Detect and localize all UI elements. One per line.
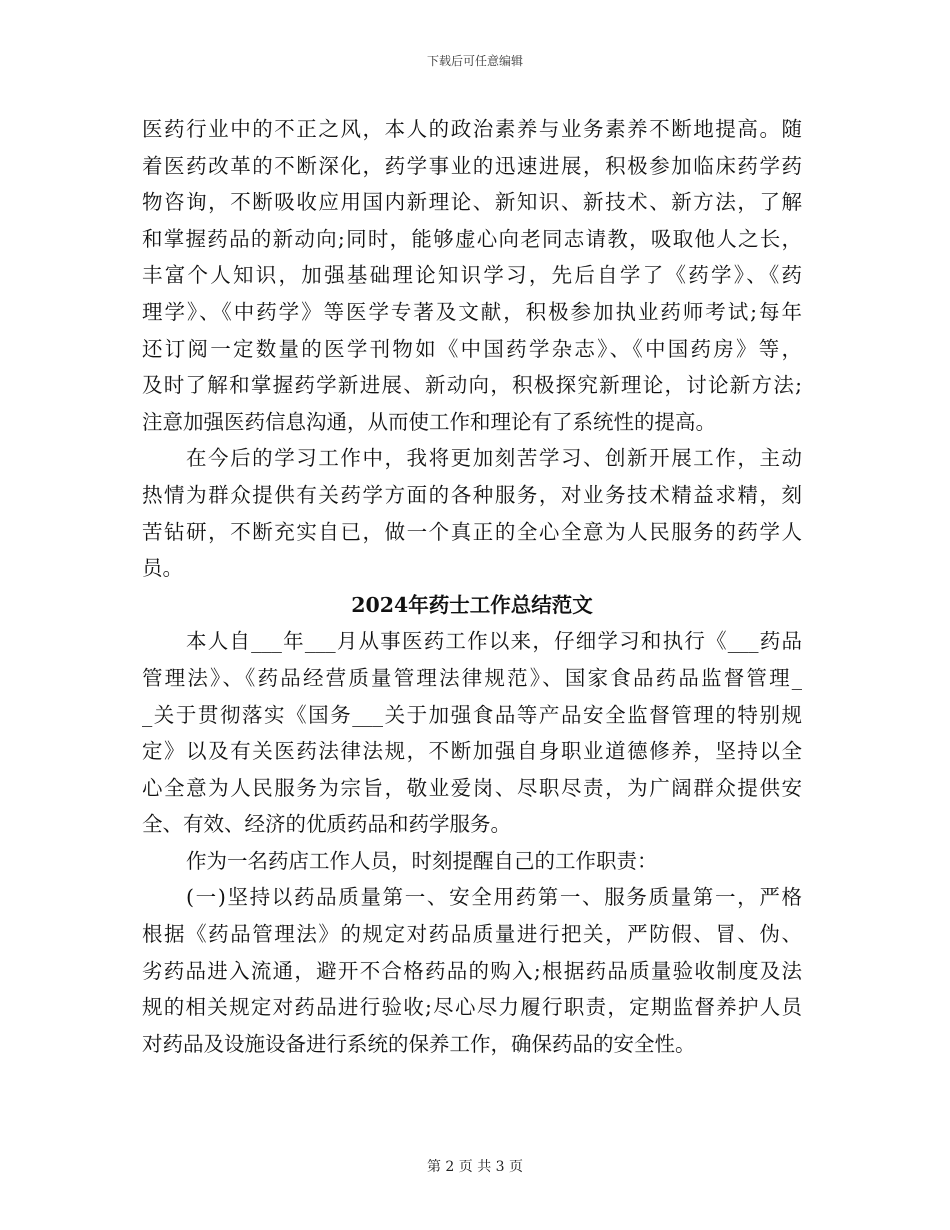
text-line: 全、有效、经济的优质药品和药学服务。 [142,812,511,837]
text-line: 和掌握药品的新动向;同时，能够虚心向老同志请教，吸取他人之长， [142,226,802,251]
text-line: 管理法》、《药品经营质量管理法律规范》、国家食品药品监督管理_ [142,665,802,690]
text-line: 定》以及有关医药法律法规，不断加强自身职业道德修养，坚持以全 [142,739,802,764]
paragraph-1 [142,111,802,440]
text-line: 医药行业中的不正之风，本人的政治素养与业务素养不断地提高。随 [142,117,802,141]
text-line: 在今后的学习工作中，我将更加刻苦学习、创新开展工作，主动 [186,446,802,471]
text-line: 员。 [142,556,183,581]
text-line: (一)坚持以药品质量第一、安全用药第一、服务质量第一，严格 [186,885,802,910]
paragraph-2 [142,440,802,586]
text-line: 心全意为人民服务为宗旨，敬业爱岗、尽职尽责，为广阔群众提供安 [142,775,802,800]
text-line: 根据《药品管理法》的规定对药品质量进行把关，严防假、冒、伪、 [142,922,802,947]
page-header: 下载后可任意编辑 [426,54,523,68]
text-line: 物咨询，不断吸收应用国内新理论、新知识、新技术、新方法，了解 [142,190,802,215]
text-line: 对药品及设施设备进行系统的保养工作，确保药品的安全性。 [142,1031,696,1056]
document-body [142,111,802,1062]
paragraph-3 [142,623,802,843]
text-line: _关于贯彻落实《国务___关于加强食品等产品安全监督管理的特别规 [142,702,802,727]
paragraph-5 [142,879,802,1062]
text-line: 着医药改革的不断深化，药学事业的迅速进展，积极参加临床药学药 [142,153,802,178]
text-line: 劣药品进入流通，避开不合格药品的购入;根据药品质量验收制度及法 [142,958,802,983]
text-line: 及时了解和掌握药学新进展、新动向，积极探究新理论，讨论新方法; [142,373,802,398]
page-number: 第 2 页 共 3 页 [426,1159,524,1175]
text-line: 热情为群众提供有关药学方面的各种服务，对业务技术精益求精，刻 [142,482,802,507]
text-line: 作为一名药店工作人员，时刻提醒自己的工作职责： [186,848,658,873]
text-line: 理学》、《中药学》等医学专著及文献，积极参加执业药师考试;每年 [142,299,802,324]
text-line: 规的相关规定对药品进行验收;尽心尽力履行职责，定期监督养护人员 [142,995,802,1020]
paragraph-4 [142,843,802,880]
text-line: 丰富个人知识，加强基础理论知识学习，先后自学了《药学》、《药 [142,263,802,288]
text-line: 注意加强医药信息沟通，从而使工作和理论有了系统性的提高。 [142,409,716,434]
text-line: 苦钻研，不断充实自已，做一个真正的全心全意为人民服务的药学人 [142,519,802,544]
text-line: 还订阅一定数量的医学刊物如《中国药学杂志》、《中国药房》等， [142,336,802,361]
text-line: 本人自___年___月从事医药工作以来，仔细学习和执行《___药品 [186,629,802,654]
section-title: 2024年药士工作总结范文 [351,592,593,617]
